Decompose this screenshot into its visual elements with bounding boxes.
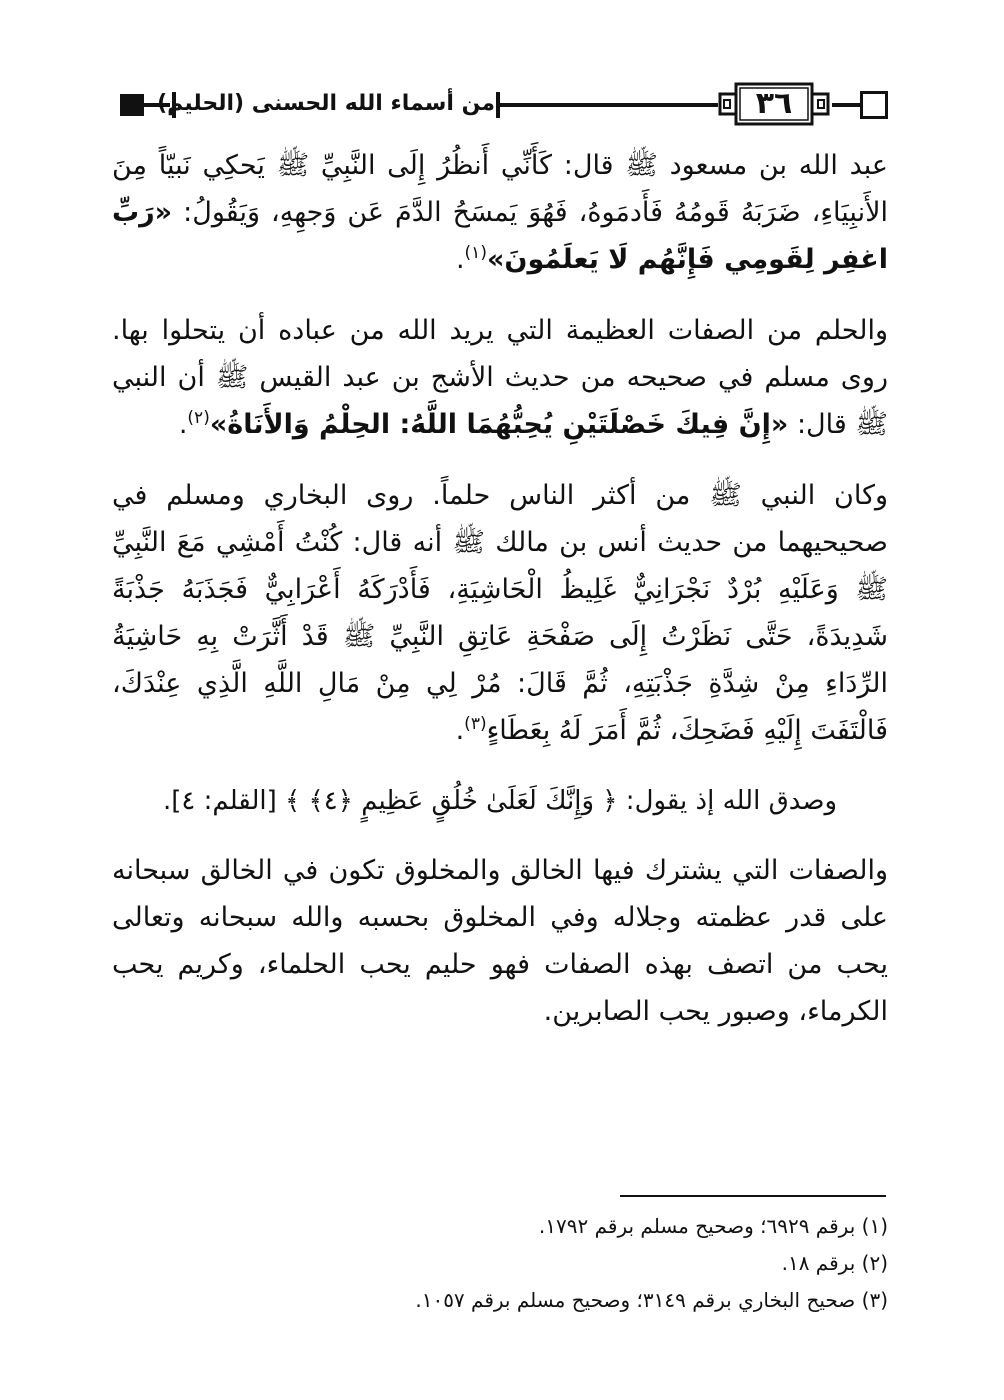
- paragraph-text: والحلم من الصفات العظيمة التي يريد الله من عباده أن يتحلوا بها. روى مسلم في صحيحه من حديث الأشج بن عبد القيس ﷺ أن النبي ﷺ قال:: [112, 315, 888, 440]
- paragraph-text: عبد الله بن مسعود ﷺ قال: كَأَنِّي أَنظُرُ إِلَى النَّبِيِّ ﷺ يَحكِي نَبيّاً مِنَ الأَنبِيَاءِ، ضَرَبَهُ قَومُهُ فَأَدمَوهُ، فَهُوَ يَمسَحُ الدَّمَ عَن وَجهِهِ، وَيَقُولُ:: [112, 150, 888, 228]
- page-header: [112, 78, 890, 132]
- quran-verse: ﴿ وَإِنَّكَ لَعَلَىٰ خُلُقٍ عَظِيمٍ ﴿٤﴾ ﴾: [285, 786, 618, 816]
- paragraph: [112, 472, 888, 754]
- page-title: من أسماء الله الحسنى (الحليم): [157, 91, 495, 116]
- closing-paragraph: والصفات التي يشترك فيها الخالق والمخلوق تكون في الخالق سبحانه على قدر عظمته وجلاله وفي المخلوق بحسبه والله سبحانه وتعالى يحب من اتصف بهذه الصفات فهو حليم يحب الحلماء، وكريم يحب الكرماء، وصبور يحب الصابرين.: [112, 855, 888, 1027]
- paragraph: [112, 307, 888, 448]
- page-body: [112, 142, 888, 1059]
- footnote-ref: (٢): [187, 408, 210, 428]
- footnote-item: (١) برقم ٦٩٢٩؛ وصحيح مسلم برقم ١٧٩٢.: [538, 1214, 888, 1238]
- quran-verse-line: [112, 778, 888, 825]
- quran-reference: [القلم: ٤].: [162, 786, 286, 816]
- page-number: ٣٦: [755, 86, 793, 121]
- footnote-item: (٣) صحيح البخاري برقم ٣١٤٩؛ وصحيح مسلم برقم ١٠٥٧.: [415, 1288, 888, 1312]
- footnote-ref: (١): [464, 243, 487, 263]
- header-left-block: [120, 94, 144, 116]
- footnotes: [300, 1208, 888, 1319]
- paragraph-end: .: [178, 409, 188, 440]
- footnote-divider: [620, 1195, 886, 1197]
- hadith-quote: «رَبِّ اغفِر لِقَومِي فَإِنَّهُم لَا يَعلَمُونَ»: [112, 197, 888, 275]
- hadith-quote: «إِنَّ فِيكَ خَصْلَتَيْنِ يُحِبُّهُمَا اللَّهُ: الحِلْمُ وَالأَنَاةُ»: [209, 409, 789, 440]
- header-right-box: [860, 91, 888, 119]
- paragraph: [112, 142, 888, 283]
- footnote-item: (٢) برقم ١٨.: [781, 1251, 888, 1275]
- paragraph-text: وكان النبي ﷺ من أكثر الناس حلماً. روى البخاري ومسلم في صحيحيهما من حديث أنس بن مالك ﷺ أنه قال: كُنْتُ أَمْشِي مَعَ النَّبِيِّ ﷺ وَعَلَيْهِ بُرْدٌ نَجْرَانِيٌّ غَلِيظُ الْحَاشِيَةِ، فَأَدْرَكَهُ أَعْرَابِيٌّ فَجَذَبَهُ جَذْبَةً شَدِيدَةً، حَتَّى نَظَرْتُ إِلَى صَفْحَةِ عَاتِقِ النَّبِيِّ ﷺ قَدْ أَثَّرَتْ بِهِ حَاشِيَةُ الرِّدَاءِ مِنْ شِدَّةِ جَذْبَتِهِ، ثُمَّ قَالَ: مُرْ لِي مِنْ مَالِ اللَّهِ الَّذِي عِنْدَكَ، فَالْتَفَتَ إِلَيْهِ فَضَحِكَ، ثُمَّ أَمَرَ لَهُ بِعَطَاءٍ: [112, 480, 888, 746]
- footnote-ref: (٣): [464, 714, 487, 734]
- paragraph-end: .: [455, 715, 465, 746]
- header-rule-right: [832, 103, 860, 107]
- paragraph-end: .: [455, 244, 465, 275]
- header-rule-mid: [500, 103, 718, 107]
- page-number-frame: [716, 80, 832, 128]
- quran-intro: وصدق الله إذ يقول:: [617, 786, 838, 816]
